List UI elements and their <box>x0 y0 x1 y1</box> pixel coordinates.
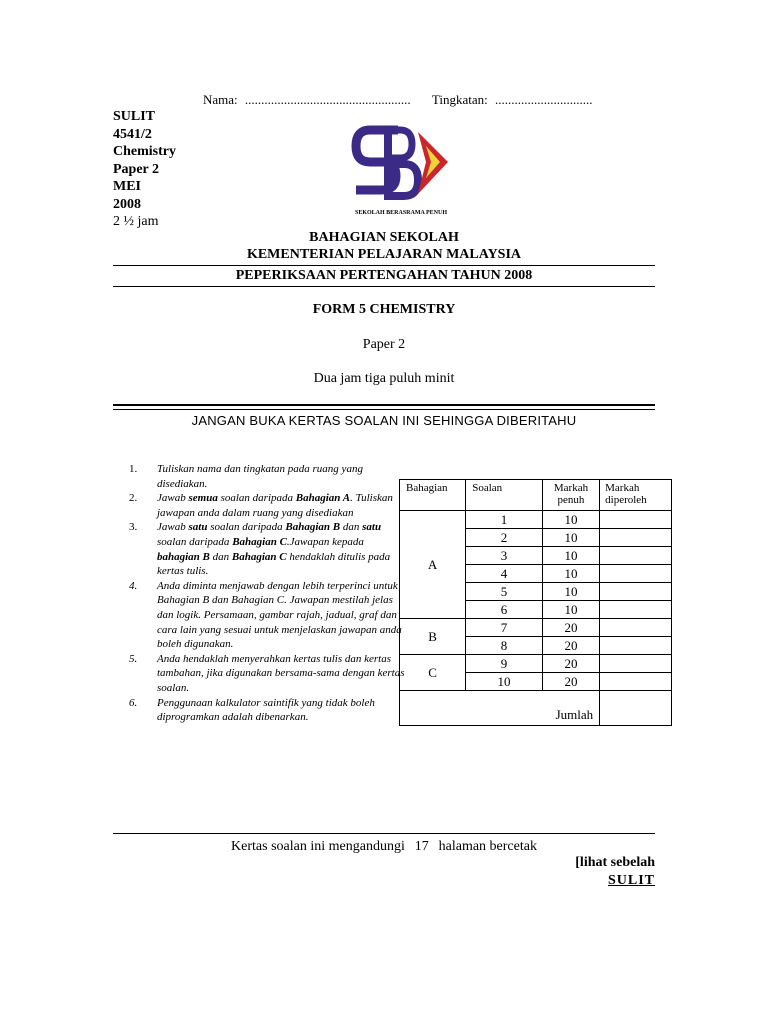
full-marks: 20 <box>542 637 599 655</box>
marks-obtained[interactable] <box>600 655 672 673</box>
table-header: Markah diperoleh <box>600 480 672 511</box>
marks-obtained[interactable] <box>600 511 672 529</box>
instruction-number: 4. <box>129 579 138 592</box>
question-number: 2 <box>466 529 543 547</box>
marks-obtained[interactable] <box>600 529 672 547</box>
instruction-text: Penggunaan kalkulator saintifik yang tidak boleh diprogramkan adalah dibenarkan. <box>157 696 375 724</box>
marks-obtained[interactable] <box>600 673 672 691</box>
marks-obtained[interactable] <box>600 619 672 637</box>
full-marks: 10 <box>542 565 599 583</box>
total-label: Jumlah <box>400 691 600 726</box>
instruction-item <box>129 652 409 696</box>
marks-obtained[interactable] <box>600 637 672 655</box>
table-row <box>400 655 672 673</box>
subject-name: Chemistry <box>113 144 176 159</box>
divider-mid <box>113 286 655 287</box>
paper-code: 4541/2 <box>113 126 152 142</box>
lihat-sebelah: [lihat sebelah <box>575 855 655 870</box>
page-count-value: 17 <box>414 839 429 854</box>
marks-obtained[interactable] <box>600 601 672 619</box>
section-label: C <box>400 655 466 691</box>
nama-label: Nama: <box>203 92 238 107</box>
full-marks: 20 <box>542 655 599 673</box>
question-number: 8 <box>466 637 543 655</box>
exam-year: 2008 <box>113 196 141 212</box>
instruction-number: 2. <box>129 492 138 505</box>
question-number: 4 <box>466 565 543 583</box>
marks-obtained[interactable] <box>600 583 672 601</box>
full-marks: 10 <box>542 601 599 619</box>
warning-text: JANGAN BUKA KERTAS SOALAN INI SEHINGGA DIBERITAHU <box>191 413 577 428</box>
instruction-text: Anda hendaklah menyerahkan kertas tulis dan kertas tambahan, jika digunakan bersama-sama dengan kertas soalan. <box>157 652 405 694</box>
full-marks: 20 <box>542 619 599 637</box>
table-header: Markah penuh <box>542 480 599 511</box>
divider-thick-2 <box>113 409 655 410</box>
nama-field[interactable]: ................................................... <box>244 92 411 107</box>
question-number: 10 <box>466 673 543 691</box>
instruction-item <box>129 579 409 652</box>
full-marks: 10 <box>542 529 599 547</box>
exam-month: MEI <box>113 179 141 194</box>
question-number: 7 <box>466 619 543 637</box>
question-number: 6 <box>466 601 543 619</box>
name-form-line <box>203 92 593 108</box>
tingkatan-label: Tingkatan: <box>431 92 488 107</box>
instruction-number: 3. <box>129 521 138 534</box>
full-marks: 10 <box>542 511 599 529</box>
tingkatan-field[interactable]: .............................. <box>495 92 593 107</box>
sbp-logo <box>348 122 454 220</box>
instruction-item <box>129 520 409 578</box>
question-number: 5 <box>466 583 543 601</box>
title-form-subject: FORM 5 CHEMISTRY <box>312 302 456 317</box>
sulit-footer: SULIT <box>607 873 655 888</box>
table-row <box>400 511 672 529</box>
exam-duration: 2 ½ jam <box>113 214 159 229</box>
page-count-prefix: Kertas soalan ini mengandungi <box>231 839 405 854</box>
title-duration: Dua jam tiga puluh minit <box>313 371 455 386</box>
title-peperiksaan: PEPERIKSAAN PERTENGAHAN TAHUN 2008 <box>235 268 533 283</box>
table-header: Bahagian <box>400 480 466 511</box>
instructions-list <box>113 462 409 725</box>
divider-footer <box>113 833 655 834</box>
instruction-text: Jawab semua soalan daripada Bahagian A. Tuliskan jawapan anda dalam ruang yang disediakan <box>157 492 393 519</box>
paper-number: Paper 2 <box>113 161 160 177</box>
title-paper: Paper 2 <box>362 337 406 352</box>
instruction-text: Anda diminta menjawab dengan lebih terperinci untuk Bahagian B dan Bahagian C. Jawapan mestilah jelas dan logik. Persamaan, gambar rajah, jadual, graf dan cara lain yang sesuai untuk menjelaskan jawapan anda boleh digunakan. <box>157 579 402 651</box>
paper-info-block <box>113 108 176 231</box>
table-row <box>400 619 672 637</box>
divider-top <box>113 265 655 266</box>
title-bahagian-sekolah: BAHAGIAN SEKOLAH <box>309 230 459 245</box>
page-count-suffix: halaman bercetak <box>438 839 537 854</box>
table-header: Soalan <box>466 480 543 511</box>
instruction-text: Tuliskan nama dan tingkatan pada ruang yang disediakan. <box>157 463 363 490</box>
section-label: B <box>400 619 466 655</box>
marks-obtained[interactable] <box>600 547 672 565</box>
marks-obtained[interactable] <box>600 565 672 583</box>
full-marks: 10 <box>542 583 599 601</box>
sbp-logo-icon <box>348 122 454 220</box>
full-marks: 10 <box>542 547 599 565</box>
instruction-number: 1. <box>129 463 138 475</box>
page-count-text <box>113 837 655 855</box>
instruction-text: Jawab satu soalan daripada Bahagian B dan satu soalan daripada Bahagian C.Jawapan kepada bahagian B dan Bahagian C hendaklah ditulis pada kertas tulis. <box>157 521 391 578</box>
question-number: 9 <box>466 655 543 673</box>
instruction-item <box>129 491 409 520</box>
sulit-label: SULIT <box>113 109 156 124</box>
question-number: 1 <box>466 511 543 529</box>
instruction-item <box>129 462 409 491</box>
total-marks-obtained[interactable] <box>600 691 672 726</box>
question-number: 3 <box>466 547 543 565</box>
instruction-item <box>129 696 409 725</box>
section-label: A <box>400 511 466 619</box>
instruction-number: 6. <box>129 696 138 709</box>
full-marks: 20 <box>542 673 599 691</box>
logo-caption: SEKOLAH BERASRAMA PENUH <box>354 210 448 216</box>
divider-thick-1 <box>113 404 655 406</box>
marks-table <box>399 479 672 726</box>
instruction-number: 5. <box>129 652 138 665</box>
title-kementerian: KEMENTERIAN PELAJARAN MALAYSIA <box>246 247 522 262</box>
